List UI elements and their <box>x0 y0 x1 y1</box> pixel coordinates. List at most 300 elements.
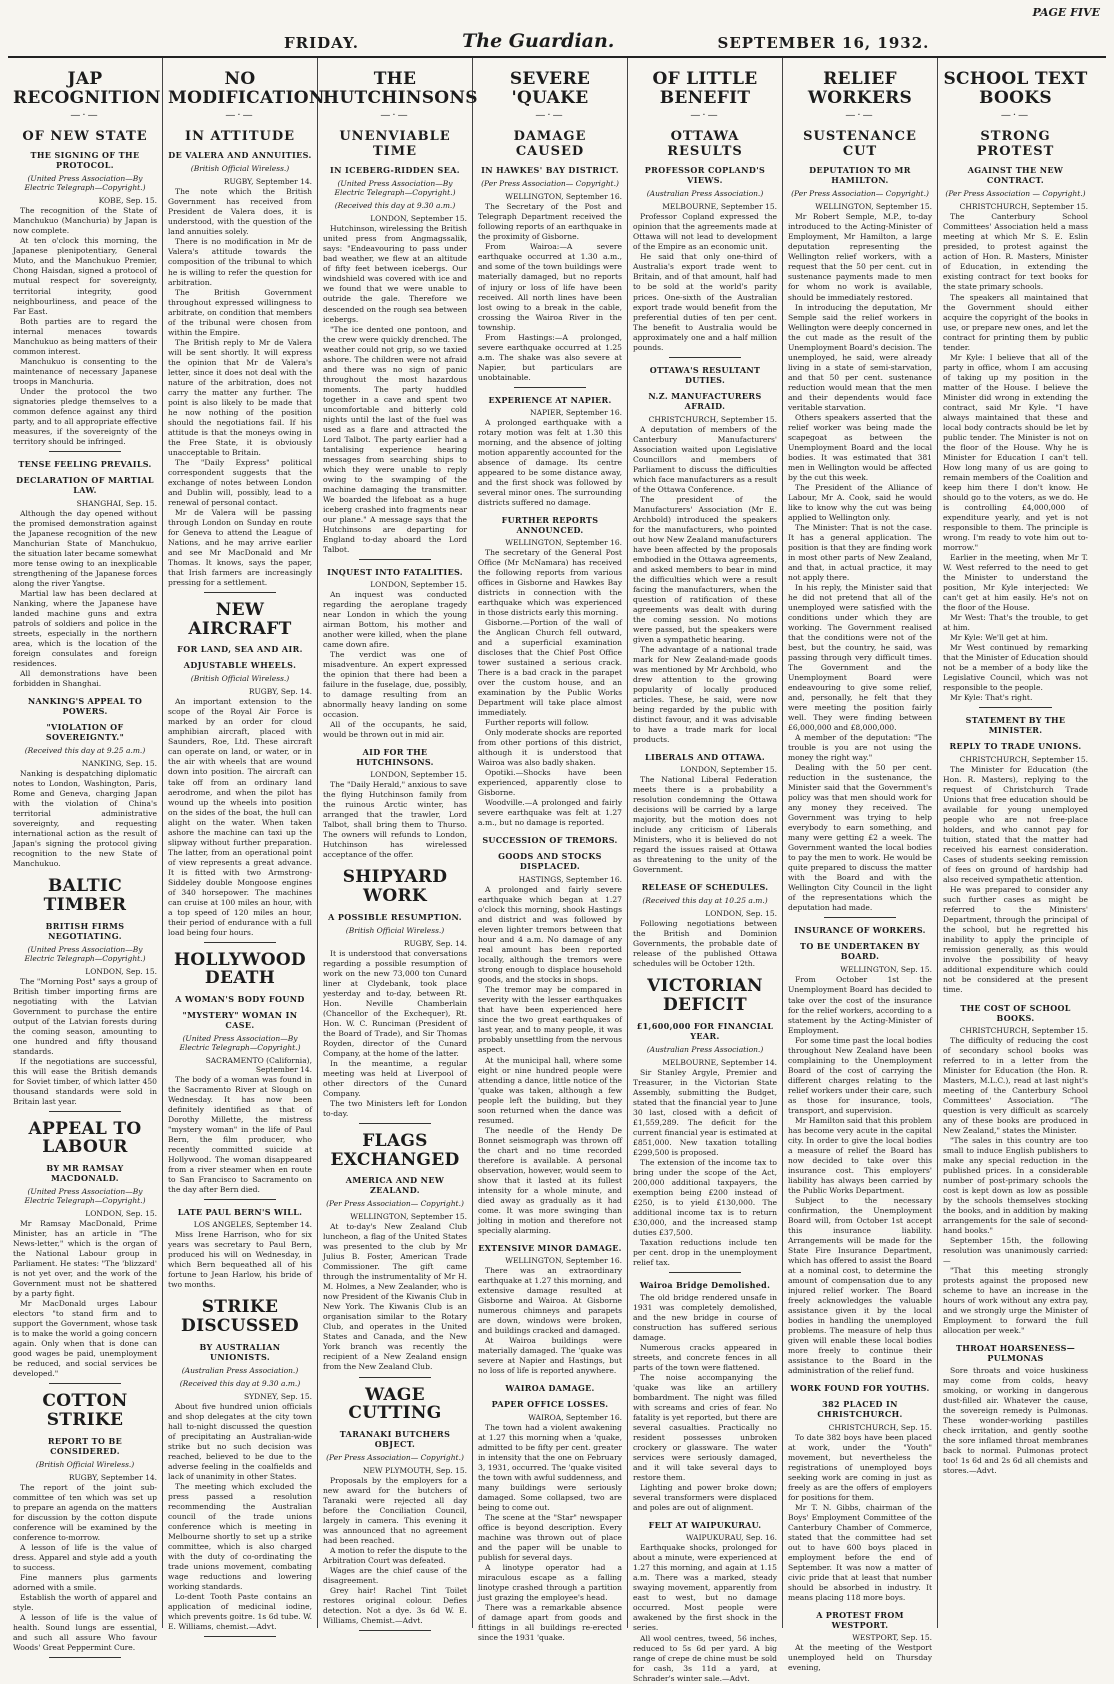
article <box>788 1383 932 1603</box>
dateline: NANKING, Sep. 15. <box>81 759 157 769</box>
paragraph: Both parties are to regard the internal menaces towards Manchukuo as being matters of their common interest. <box>13 316 157 356</box>
wire-credit: (Australian Press Association.) <box>646 1044 764 1054</box>
paragraph: In introducing the deputation, Mr Semple said the relief workers in Wellington were deeply concerned in the cut made as the result of the Unemployment Board's decision. The unemployed, he said, were already living in a state of semi-starvation, and that 50 per cent. sustenance reduction would mean that the men and their dependents would face veritable starvation. <box>788 302 932 412</box>
column-5 <box>628 58 783 1683</box>
paragraph: Opotiki.—Shocks have been experienced, apparently close to Gisborne. <box>478 768 622 798</box>
paragraph: Numerous cracks appeared in streets, and concrete fences in all parts of the town were flattened. <box>633 1343 777 1373</box>
paragraph: The British reply to Mr de Valera will be sent shortly. It will express the opinion that Mr de Valera's letter, since it does not deal with the nature of the arbitration, does not carry the matter any further. The point is also likely to be made that he now nothing of the position should the negotiations fail. If his attitude is that the moneys owing in the Free State, it is obviously unacceptable to Britain. <box>168 337 312 457</box>
article <box>788 70 932 918</box>
subheadline: IN ATTITUDE <box>184 129 296 145</box>
article-divider <box>359 1377 431 1378</box>
article-divider <box>49 451 121 452</box>
article <box>323 747 467 860</box>
section-subheading: FURTHER REPORTS ANNOUNCED. <box>501 514 599 535</box>
article <box>788 1610 932 1673</box>
paragraph: There was an extraordinary earthquake at 1.27 this morning, and extensive damage resulted at Gisborne and Wairoa. At Gisborne numerous chimneys and parapets are down, windows were broken, and buildings cracked and damaged. <box>478 1265 622 1335</box>
paragraph: A prolonged earthquake with a rotary motion was felt at 1.30 this morning, and the absence of jolting motion apparently accounted for the absence of damage. Its centre appeared to be some distance away, and the first shock was followed by several minor ones. The surrounding districts suffered no damage. <box>478 417 622 507</box>
paragraph: Earthquake shocks, prolonged for about a minute, were experienced at 1.27 this morning, and again at 1.15 a.m. There was a marked, steady swaying movement, apparently from east to west, but no damage occurred. Most people were awakened by the first shock in the series. <box>633 1543 777 1633</box>
article <box>13 1120 157 1385</box>
ornament-rule: —·— <box>845 110 875 122</box>
paragraph: The "Daily Express" political correspondent suggests that the exchange of notes between London and Dublin will, possibly, lead to a renewal of personal contact. <box>168 457 312 507</box>
paragraph: "The sales in this country are too small to induce English publishers to make any special reduction in the published prices. In a considerable number of post-primary schools the cost is kept down as low as possible by the schools themselves stocking the books, and in addition by making arrangements for the sale of second-hand books." <box>943 1135 1088 1235</box>
paragraph: Hutchinson, wirelessing the British united press from Angmagssalik, says: "Endeavouring to pass under bad weather, we flew at an altitude of fifty feet between icebergs. Our windshield was covered with ice and we found that we were unable to outride the gale. Therefore we descended on the rough sea between icebergs. <box>323 224 467 324</box>
dateline: RUGBY, Sep. 14. <box>403 938 467 948</box>
wire-credit: (British Official Wireless.) <box>35 1459 135 1469</box>
deck-line-secondary: GOODS AND STOCKS DISPLACED. <box>498 851 602 872</box>
article-divider <box>204 1199 276 1200</box>
dateline: CHRISTCHURCH, September 15. <box>959 1025 1088 1035</box>
paragraph: All of the occupants, he said, would be thrown out in mid air. <box>323 720 467 740</box>
paragraph: The needle of the Hendy De Bonnet seismograph was thrown off the chart and no time recorded therefore is available. A personal observation, however, would seem to show that it lasted at its fullest intensity for a whole minute, and died away as gradually as it had come. It was more swinging than jolting in motion and therefore not specially alarming. <box>478 1125 622 1235</box>
wire-credit: (United Press Association—By Electric Telegraph—Copyright.) <box>24 1187 146 1206</box>
article-divider <box>49 1111 121 1112</box>
paragraph: The speakers all maintained that the Government should either acquire the copyright of the books in use, or prepare new ones, and let the contract for printing them by public tender. <box>943 292 1088 352</box>
headline: FLAGS EXCHANGED <box>330 1130 460 1170</box>
headline: STRIKE DISCUSSED <box>181 1297 299 1337</box>
ornament-rule: —·— <box>1000 110 1031 122</box>
paragraph: He said that only one-third of Australia's export trade went to Britain, and of that amount, half had to be sold at the world's parity prices. One-sixth of the Australian export trade would benefit from the preferential duties of ten per cent. The benefit to Australia would be approximately one and a half million pounds. <box>633 252 777 352</box>
paragraph: All wool centres, tweed, 56 inches, reduced to 5s 6d per yard. A big range of crepe de chine must be sold for cash, 3s 11d a yard, at Schrader's winter sale.—Advt. <box>633 1633 777 1683</box>
paragraph: The body of a woman was found in the Sacramento River at Slough on Wednesday. It has now been definitely identified as that of Dorothy Millette, the mistress "mystery woman" in the life of Paul Bern, the film producer, who recently committed suicide at Hollywood. The woman disappeared from a river steamer when en route to San Francisco to Sacramento on the day after Bern died. <box>168 1075 312 1195</box>
article-divider <box>979 707 1052 708</box>
headline: SEVERE 'QUAKE <box>509 69 591 108</box>
article-divider <box>514 387 586 388</box>
dateline: CHRISTCHURCH, Sep. 15. <box>828 1423 932 1433</box>
deck-line: IN HAWKES' BAY DISTRICT. <box>481 165 619 176</box>
headline: THE HUTCHINSONS <box>323 69 478 108</box>
paragraph: There is no modification in Mr de Valera's attitude towards the composition of the tribunal to which he is willing to refer the question for arbitration. <box>168 237 312 287</box>
paragraph: The recognition of the State of Manchukuo (Manchuria) by Japan is now complete. <box>13 206 157 236</box>
paragraph: Establish the worth of apparel and style. <box>13 1592 157 1612</box>
paragraph: A prolonged and fairly severe earthquake which began at 1.27 o'clock this morning, shook Hastings and district and was followed by eleven lighter tremors between that hour and 4 a.m. No damage of any real amount has been reported locally, although the tremors were strong enough to displace household goods, and the stocks in shops. <box>478 885 622 985</box>
article-divider <box>359 1123 431 1124</box>
paragraph: The secretary of the General Post Office (Mr McNamara) has received the following reports from various offices in Gisborne and Hawkes Bay districts in connection with the earthquake which was experienced in those districts early this morning. <box>478 547 622 617</box>
article-divider <box>359 559 431 560</box>
headline: COTTON STRIKE <box>42 1391 128 1431</box>
article <box>13 1392 157 1658</box>
received-time: (Received this day at 9.25 a.m.) <box>24 746 146 756</box>
paragraph: To date 382 boys have been placed at work, under the "Youth" movement, but nevertheless the registrations of unemployed boys seeking work are coming in just as freely as are the offers of employers for positions for them. <box>788 1433 932 1503</box>
section-subheading: SUCCESSION OF TREMORS. <box>482 835 618 846</box>
section-subheading: LIBERALS AND OTTAWA. <box>645 752 765 763</box>
headline: NEW AIRCRAFT <box>188 600 292 639</box>
dateline: LOS ANGELES, September 14. <box>193 1220 312 1230</box>
section-subheading: RELEASE OF SCHEDULES. <box>641 882 769 893</box>
section-subheading: INSURANCE OF WORKERS. <box>794 925 926 936</box>
dateline: WELLINGTON, September 16. <box>505 537 622 547</box>
paragraph: The town had a violent awakening at 1.27 this morning when a 'quake, admitted to be fifty per cent. greater in intensity that the one on February 3, 1931, occurred. The 'quake visited the town with awful suddenness, and many buildings were seriously damaged. Some collapsed, two are being to come out. <box>478 1422 622 1513</box>
paragraph: From October 1st the Unemployment Board has decided to take over the cost of the insurance for the relief workers, according to a statement by the Acting-Minister of Employment. <box>788 975 932 1035</box>
article <box>633 977 777 1273</box>
paragraph: Mr West continued by remarking that the Minister of Education should not be a member of a body like the Legislative Council, which was not responsible to the people. <box>943 643 1088 693</box>
paragraph: Professor Copland expressed the opinion that the agreements made at Ottawa will not lead to development of the Empire as an economic unit. <box>633 212 777 252</box>
paragraph: The note which the British Government has received from President de Valera does, it is understood, with the question of the land annuities solely. <box>168 187 312 237</box>
paragraph: A deputation of members of the Canterbury Manufacturers' Association waited upon Legislative Councillors and members of Parliament to discuss the difficulties which face manufacturers as a result of the Ottawa Conference. <box>633 424 777 494</box>
received-time: (Received this day at 9.30 a.m.) <box>334 201 456 211</box>
column-7 <box>938 58 1093 1628</box>
paragraph: Mr MacDonald urges Labour electors "to stand firm and to support the Government, whose task is to make the world a going concern again. Only when that is done can good wages be paid, unemployment be reduced, and social services be developed." <box>13 1299 157 1379</box>
article <box>943 1343 1088 1476</box>
paragraph: A motion to refer the dispute to the Arbitration Court was defeated. <box>323 1545 467 1565</box>
paragraph: The Canterbury School Committees' Association held a mass meeting at which Mr S. E. Eslin presided, to protest against the action of Hon. R. Masters, Minister of Education, in extending the existing contract for text books for the state primary schools. <box>943 212 1088 292</box>
dateline: LONDON, September 15. <box>370 770 467 780</box>
wire-credit: (British Official Wireless.) <box>190 164 290 174</box>
wire-credit: (Australian Press Association.) <box>646 189 764 199</box>
article <box>168 951 312 1201</box>
paragraph: The "Daily Herald," anxious to save the flying Hutchinson family from the ruinous Arctic winter, has arranged that the trawler, Lord Talbot, shall bring them to Thurso. The owners will refunds to London, Hutchinson has wirelessed acceptance of the offer. <box>323 780 467 860</box>
section-subheading: THE COST OF SCHOOL BOOKS. <box>960 1002 1071 1023</box>
dateline: LONDON, Sep. 15. <box>85 1209 157 1219</box>
section-subheading: INQUEST INTO FATALITIES. <box>327 566 463 577</box>
article <box>478 395 622 508</box>
paragraph: "That this meeting strongly protests against the proposed new scheme to have an increase in the hours of work without any extra pay, and we strongly urge the Minister of Employment to forward the full allocation per week." <box>943 1265 1088 1335</box>
article <box>478 1383 622 1643</box>
masthead <box>8 0 1106 58</box>
headline: APPEAL TO LABOUR <box>28 1118 142 1158</box>
article <box>943 70 1088 708</box>
dateline: SACRAMENTO (California), September 14. <box>205 1056 312 1075</box>
subheadline: OTTAWA RESULTS <box>667 129 743 160</box>
article <box>943 1003 1088 1336</box>
paragraph: The scene at the "Star" newspaper office is beyond description. Every machine was thrown out of place and the paper will be unable to publish for several days. <box>478 1513 622 1563</box>
article <box>13 877 157 1112</box>
subheadline: UNENVIABLE TIME <box>339 129 451 160</box>
wire-credit: (British Official Wireless.) <box>190 674 290 684</box>
section-subheading: A PROTEST FROM WESTPORT. <box>816 1610 904 1631</box>
paragraph: A linotype operator had a miraculous escape as a falling linotype crashed through a partition just grazing the employee's head. <box>478 1563 622 1603</box>
article <box>13 69 161 452</box>
paragraph: Others speakers asserted that the relief worker was being made the scapegoat as between the Unemployment Board and the local bodies. It was estimated that 381 men in Wellington would be affected by the cut this week. <box>788 412 932 482</box>
dateline: WESTPORT, Sep. 15. <box>852 1633 932 1643</box>
article <box>323 1386 467 1632</box>
paragraph: Mr Hamilton said that this problem has become very acute in the capital city. In order to give the local bodies a measure of relief the Board has now decided to take over this insurance cost. This employers' liability has always been carried by the Public Works Department. <box>788 1115 932 1195</box>
paragraph: Mr West: That's the trouble, to get at him. <box>943 613 1088 633</box>
deck-line-secondary: PAPER OFFICE LOSSES. <box>491 1398 609 1409</box>
paragraph: The extension of the income tax to bring under the scope of the Act, 200,000 additional taxpayers, the exemption being £200 instead of £250, is to yield £130,000. The additional income tax is to return £30,000, and the increased stamp duties £37,500. <box>633 1157 777 1237</box>
article-divider <box>669 357 741 358</box>
wire-credit: (Per Press Association— Copyright.) <box>326 1199 464 1209</box>
paragraph: There was a remarkable absence of damage apart from goods and fittings in all buildings re-erected since the 1931 'quake. <box>478 1603 622 1643</box>
article-divider <box>49 1383 121 1384</box>
deck-line: BY MR RAMSAY MACDONALD. <box>46 1163 124 1184</box>
ornament-rule: —·— <box>380 110 410 122</box>
deck-line: FOR LAND, SEA AND AIR. <box>177 644 303 655</box>
paragraph: The verdict was one of misadventure. An expert expressed the opinion that there had been a failure in the fuselage, due, possibly, to damage resulting from an abnormally heavy landing on some occasion. <box>323 649 467 720</box>
paragraph: Dealing with the 50 per cent. reduction in the sustenance, the Minister said that the Government's policy was that men should work for any money they received. The Government was trying to help everybody to earn something, and many were getting £2 a week. The Government wanted the local bodies to pay the men to work. He would be quite prepared to discuss the matter with the Board and with the Wellington City Council in the light of the representations which the deputation had made. <box>788 763 932 913</box>
paragraph: Fine manners plus garments adorned with a smile. <box>13 1572 157 1592</box>
dateline: KOBE, Sep. 15. <box>98 196 157 206</box>
section-subheading: FELT AT WAIPUKURAU. <box>648 1520 762 1531</box>
paragraph: All demonstrations have been forbidden in Shanghai. <box>13 669 157 689</box>
paragraph: Only moderate shocks are reported from other portions of this district, although it is understood that Wairoa was also badly shaken. <box>478 728 622 768</box>
paragraph: The Minister: That is not the case. It has a general application. The position is that they are finding work in most other parts of New Zealand, and that, in actual practice, it may not apply there. <box>788 522 932 582</box>
paragraph: At the municipal hall, where some eight or nine hundred people were attending a dance, little notice of the 'quake was taken, although a few people left the building, but they soon returned when the dance was resumed. <box>478 1055 622 1125</box>
headline: RELIEF WORKERS <box>807 69 913 108</box>
deck-line: BY AUSTRALIAN UNIONISTS. <box>199 1341 281 1362</box>
article <box>478 515 622 828</box>
dateline: WELLINGTON, September 16. <box>505 1255 622 1265</box>
article <box>168 69 325 593</box>
paragraph: In the meantime, a regular meeting was held at Liverpool of other directors of the Cunard Company. <box>323 1058 467 1098</box>
dateline: LONDON, September 15. <box>370 579 467 589</box>
dateline: WELLINGTON, Sep. 15. <box>840 965 932 975</box>
paragraph: A lesson of life is the value of dress. Apparel and style add a youth to success. <box>13 1542 157 1572</box>
paragraph: Following negotiations between the British and Dominion Governments, the probable date of release of the published Ottawa schedules will be October 12th. <box>633 919 777 969</box>
deck-line: BRITISH FIRMS NEGOTIATING. <box>45 920 125 941</box>
paragraph: Sir Stanley Argyle, Premier and Treasurer, in the Victorian State Assembly, submitting the Budget, stated that the financial year to June 30 last, closed with a deficit of £1,559,289. The deficit for the current financial year is estimated at £851,000. New taxation totalling £299,500 is proposed. <box>633 1067 777 1157</box>
deck-line: DEPUTATION TO MR HAMILTON. <box>809 165 911 186</box>
masthead-paper-name: The Guardian. <box>462 30 615 52</box>
paragraph: A member of the deputation: "The trouble is you are not using the money the right way." <box>788 733 932 763</box>
paragraph: Wages are the chief cause of the disagreement. <box>323 1566 467 1586</box>
dateline: SYDNEY, Sep. 15. <box>244 1391 312 1401</box>
paragraph: The Minister for Education (the Hon. R. Masters), replying to the request of Christchurch Trade Unions that free education should be available for young unemployed people who are not free-place holders, and who cannot pay for tuition, stated that the matter had received his earnest consideration. Cases of students seeking remission of fees on ground of hardship had also received sympathetic attention. <box>943 765 1088 885</box>
paragraph: The tremor may be compared in severity with the lesser earthquakes that have been experienced here since the two great earthquakes of last year, and to many people, it was probably unsettling from the nervous aspect. <box>478 985 622 1055</box>
paragraph: Mr Ramsay MacDonald, Prime Minister, has an article in "The News-letter," which is the organ of the National Labour group in Parliament. He states: "The 'blizzard' is not yet over, and the work of the Government must not be shattered by a party fight. <box>13 1219 157 1299</box>
deck-line: PROFESSOR COPLAND'S VIEWS. <box>644 165 766 186</box>
dateline: WELLINGTON, September 15. <box>350 1212 467 1222</box>
paragraph: If the negotiations are successful, this will ease the British demands for Soviet timber, of which latter 450 thousand standards were sold in Britain last year. <box>13 1056 157 1106</box>
deck-line-secondary: ADJUSTABLE WHEELS. <box>183 660 297 671</box>
dateline: LONDON, Sep. 15. <box>85 966 157 976</box>
paragraph: The President of the Alliance of Labour, Mr A. Cook, said he would like to know why the cut was being applied to Wellington only. <box>788 482 932 522</box>
paragraph: Taxation reductions include ten per cent. drop in the unemployment relief tax. <box>633 1237 777 1267</box>
article-divider <box>204 942 276 943</box>
article <box>323 1132 467 1378</box>
dateline: CHRISTCHURCH, September 15. <box>648 414 777 424</box>
dateline: CHRISTCHURCH, September 15. <box>959 755 1088 765</box>
deck-line-secondary: "VIOLATION OF SOVEREIGNTY." <box>45 722 125 743</box>
deck-line: A POSSIBLE RESUMPTION. <box>328 911 462 922</box>
section-subheading: EXTENSIVE MINOR DAMAGE. <box>478 1242 622 1253</box>
paragraph: Miss Irene Harrison, who for six years was secretary to Paul Bern, produced his will on Wednesday, in which Bern bequeathed all of his fortune to Jean Harlow, his bride of two months. <box>168 1230 312 1290</box>
paragraph: September 15th, the following resolution was unanimously carried:— <box>943 1235 1088 1265</box>
article <box>633 752 777 875</box>
paragraph: It is understood that conversations regarding a possible resumption of work on the new 73,000 ton Cunard liner at Clydebank, took place yesterday and to-day, between Rt. Hon. Neville Chamberlain (Chancellor of the Exchequer), Rt. Hon. W. C. Runciman (President of the Board of Trade), and Sir Thomas Royden, director of the Cunard Company, at the home of the latter. <box>323 948 467 1058</box>
article <box>323 69 478 560</box>
paragraph: The noise accompanying the 'quake was like an artillery bombardment. The night was filled with screams and cries of fear. No fatality is yet reported, but there are several casualties. Practically no resident possesses unbroken crockery or glassware. The water services were seriously damaged, and it will take several days to restore them. <box>633 1373 777 1483</box>
wire-credit: (United Press Association—By Electric Telegraph—Copyright.) <box>334 179 456 198</box>
ornament-rule: —·— <box>535 110 565 122</box>
headline: OF LITTLE BENEFIT <box>652 69 758 108</box>
deck-line: AGAINST THE NEW CONTRACT. <box>967 165 1064 186</box>
paragraph: The National Liberal Federation meets there is a probability a resolution condemning the Ottawa decisions will be carried by a large majority, but the motion does not include any criticism of Liberals Ministers, who it is believed do not regard the issues raised at Ottawa as threatening to the unity of the Government. <box>633 775 777 875</box>
paragraph: From Hastings:—A prolonged, severe earthquake occurred at 1.25 a.m. The shake was also severe at Napier, but particulars are unobtainable. <box>478 332 622 382</box>
section-subheading: AID FOR THE HUTCHINSONS. <box>356 747 434 768</box>
headline: WAGE CUTTING <box>348 1384 442 1424</box>
deck-line-secondary: DECLARATION OF MARTIAL LAW. <box>16 474 154 495</box>
deck-line: REPORT TO BE CONSIDERED. <box>47 1435 123 1456</box>
article <box>478 70 622 388</box>
wire-credit: (United Press Association—By Electric Telegraph—Copyright.) <box>24 174 146 193</box>
paragraph: Gisborne.—Portion of the wall of the Anglican Church fell outward, and a superficial examination discloses that the Chief Post Office tower sustained a serious crack. There is a bad crack in the parapet over the custom house, and an examination by the Public Works Department will take place almost immediately. <box>478 617 622 718</box>
article <box>633 365 777 746</box>
article-divider <box>204 1636 276 1637</box>
dateline: HASTINGS, September 16. <box>518 875 622 885</box>
paragraph: Although the day opened without the promised demonstration against the Japanese recognition of the new Manchurian State of Manchukuo, the situation later became somewhat more tense owing to an inexplicable strengthening of the Japanese forces along the river Yangtse. <box>13 508 157 588</box>
section-subheading: TENSE FEELING PREVAILS. <box>18 458 152 469</box>
article-divider <box>359 1630 431 1631</box>
column-2 <box>163 58 325 1632</box>
deck-line: £1,600,000 FOR FINANCIAL YEAR. <box>636 1020 774 1041</box>
headline: NO MODIFICATION <box>168 69 325 108</box>
paragraph: Sore throats and voice huskiness may come from colds, heavy smoking, or working in dangerous dust-filled air. Whatever the cause, the sovereign remedy is Pulmonas. These wonder-working pastilles check irritation, and gently soothe the sore inflamed throat membranes back to normal. Pulmonas protect too! 1s 6d and 2s 6d all chemists and stores.—Advt. <box>943 1365 1088 1476</box>
paragraph: Mr Robert Semple, M.P., to-day introduced to the Acting-Minister of Employment, Mr Hamilton, a large deputation representing the Wellington relief workers, with a request that the 50 per cent. cut in sustenance payments made to men for whom no work is available, should be immediately restored. <box>788 212 932 302</box>
masthead-day: FRIDAY. <box>284 34 360 52</box>
dateline: RUGBY, September 14. <box>223 177 312 187</box>
paragraph: He was prepared to consider any such further cases as might be referred to the Ministers' Department, through the principal of the school, but he regretted his inability to apply the principle of remission generally, as this would involve the possibility of heavy additional expenditure which could not be considered at the present time. <box>943 885 1088 995</box>
section-subheading: NANKING'S APPEAL TO POWERS. <box>27 696 143 717</box>
paragraph: Lo-dent Tooth Paste contains an application of medicinal iodine, which prevents goitre. 1s 6d tube. W. E. Williams, chemist.—Advt. <box>168 1592 312 1632</box>
article <box>168 601 312 943</box>
paragraph: Grey hair! Rachel Tint Toilet restores original colour. Defies detection. Not a dye. 3s 6d W. E. Williams, Chemist.—Advt. <box>323 1586 467 1626</box>
ornament-rule: —·— <box>690 110 720 122</box>
deck-line-secondary: REPLY TO TRADE UNIONS. <box>949 741 1082 752</box>
paragraph: The president of the Manufacturers' Association (Mr E. Archbold) introduced the speakers for the manufacturers, who pointed out how New Zealand manufacturers have been affected by the proposals embodied in the Ottawa agreements, and asked members to bear in mind the difficulties which were a result facing the manufacturers, when the question of ratification of these agreements was dealt with during the coming session. No motions were passed, but the speakers were given a sympathetic hearing. <box>633 494 777 644</box>
paragraph: A lesson of life is the value of health. Sound lungs are essential, and such all assure Who favour Woods' Great Peppermint Cure. <box>13 1612 157 1653</box>
paragraph: An important extension to the scope of the Royal Air Force is marked by an order for cloud amphibian aircraft, placed with Saunders, Roe, Ltd. These aircraft can operate on land, or water, or in the air with wheels that are wound down into position. The aircraft can take off from an ordinary land aerodrome, and when the pilot has wound up the wheels into position on the sides of the boat, the hull can alight on the water. When taken ashore the machine can taxi up the slipway without further preparation. The latter, from an operational point of view represents a great advance. It is fitted with two Armstrong-Siddeley double Mongoose engines of 340 horsepower. The machines can cruise at 100 miles an hour, with a top speed of 120 miles an hour, their period of endurance with a full load being four hours. <box>168 697 312 937</box>
deck-line-secondary: N.Z. MANUFACTURERS AFRAID. <box>648 390 762 411</box>
deck-line-secondary: 382 PLACED IN CHRISTCHURCH. <box>817 1399 903 1420</box>
dateline: NAPIER, September 16. <box>530 407 622 417</box>
ornament-rule: —·— <box>70 110 100 122</box>
dateline: LONDON, Sep. 15. <box>705 909 777 919</box>
dateline: WAIROA, September 16. <box>528 1412 622 1422</box>
headline: BALTIC TIMBER <box>43 876 127 915</box>
article <box>633 1280 777 1513</box>
paragraph: Martial law has been declared at Nanking, where the Japanese have landed machine guns and extra patrols of soldiers and police in the streets, especially in the northern area, which is the location of the foreign consulates and foreign residences. <box>13 588 157 668</box>
section-subheading: WORK FOUND FOR YOUTHS. <box>790 1383 930 1394</box>
section-subheading: THROAT HOARSENESS—PULMONAS <box>955 1342 1076 1363</box>
article-divider <box>669 1272 741 1273</box>
deck-line: A WOMAN'S BODY FOUND <box>175 994 305 1005</box>
paragraph: At to-day's New Zealand Club luncheon, a flag of the United States was presented to the club by Mr Julius B. Foster, American Trade Commissioner. The gift came through the instrumentality of Mr H. M. Holmes, a New Zealander, who is now President of the Kiwanis Club in New York. The Kiwanis Club is an organisation similar to the Rotary Club, and operates in the United States and Canada, and the New York branch was recently the recipient of a New Zealand ensign from the New Zealand Club. <box>323 1222 467 1372</box>
article-divider <box>204 592 276 593</box>
subheadline: STRONG PROTEST <box>976 129 1055 160</box>
dateline: WELLINGTON, September 16. <box>505 192 622 202</box>
paragraph: In his reply, the Minister said that he did not pretend that all of the unemployed were satisfied with the conditions under which they are working. The Government realised that the conditions were not of the best, but the country, he said, was passing through very difficult times. The Government and the Unemployment Board were endeavouring to give some relief, and, personally, he felt that they were meeting the position fairly well. They were finding between £6,000,000 and £8,000,000. <box>788 582 932 733</box>
section-subheading: LATE PAUL BERN'S WILL. <box>177 1207 303 1218</box>
paragraph: Proposals by the employers for a new award for the butchers of Taranaki were rejected all day before the Conciliation Council, largely in camera. This evening it was announced that no agreement had been reached. <box>323 1475 467 1545</box>
paragraph: Mr Kyle: We'll get at him. <box>950 633 1048 643</box>
wire-credit: (United Press Association—By Electric Telegraph—Copyright.) <box>179 1034 301 1053</box>
section-subheading: WAIROA DAMAGE. <box>505 1382 595 1393</box>
paragraph: From Wairoa:—A severe earthquake occurred at 1.30 a.m., and some of the town buildings were materially damaged, but no reports of injury or loss of life have been received. All north lines have been lost owing to a break in the cable, crossing the Wairoa River in the township. <box>478 242 622 332</box>
article <box>168 1298 312 1637</box>
masthead-page-number: PAGE FIVE <box>1032 6 1100 19</box>
article <box>323 868 467 1124</box>
paragraph: Under the protocol the two signatories pledge themselves to a common defence against any third party, and to all appropriate effective measures, if the sovereignty of the territory should be infringed. <box>13 386 157 446</box>
deck-line: THE SIGNING OF THE PROTOCOL. <box>30 150 140 171</box>
deck-line: IN ICEBERG-RIDDEN SEA. <box>330 165 460 176</box>
dateline: SHANGHAI, Sep. 15. <box>76 498 157 508</box>
article <box>478 1243 622 1376</box>
paragraph: An inquest was conducted regarding the aeroplane tragedy near London in which the young airman Bottom, his mother and another were killed, when the plane came down afire. <box>323 589 467 649</box>
article <box>633 1520 777 1683</box>
masthead-date: SEPTEMBER 16, 1932. <box>717 34 930 52</box>
dateline: LONDON, September 15. <box>680 765 777 775</box>
section-subheading: OTTAWA'S RESULTANT DUTIES. <box>649 364 761 385</box>
deck-line: DE VALERA AND ANNUITIES. <box>168 150 312 161</box>
columns-container <box>8 58 1106 1683</box>
dateline: CHRISTCHURCH, September 15. <box>959 202 1088 212</box>
deck-line: TARANAKI BUTCHERS OBJECT. <box>339 1428 451 1449</box>
wire-credit: (Australian Press Association.) <box>181 1365 299 1375</box>
dateline: NEW PLYMOUTH, Sep. 15. <box>362 1465 467 1475</box>
paragraph: About five hundred union officials and shop delegates at the city town hall to-night discussed the question of precipitating an Australian-wide strike but no such decision was reached, believed to be due to the adverse feeling in the coalfields and lack of unanimity in other States. <box>168 1401 312 1481</box>
paragraph: The Secretary of the Post and Telegraph Department received the following reports of an earthquake in the proximity of Gisborne. <box>478 202 622 242</box>
paragraph: Further reports will follow. <box>485 718 589 728</box>
article <box>168 1207 312 1290</box>
subheadline: SUSTENANCE CUT <box>803 129 917 160</box>
paragraph: The two Ministers left for London to-day. <box>323 1098 467 1118</box>
paragraph: Nanking is despatching diplomatic notes to London, Washington, Paris, Rome and Geneva, charging Japan with the violation of China's territorial administrative sovereignty, and requesting international action as the result of Japan's signing the protocol giving recognition to the new State of Manchukuo. <box>13 769 157 869</box>
article-divider <box>49 1657 121 1658</box>
dateline: WAIPUKURAU, Sep. 16. <box>685 1533 777 1543</box>
subheadline: OF NEW STATE <box>22 129 148 145</box>
paragraph: Manchukuo is consenting to the maintenance of necessary Japanese troops in Manchuria. <box>13 356 157 386</box>
paragraph: At the meeting of the Westport unemployed held on Thursday evening, <box>788 1643 932 1673</box>
headline: SHIPYARD WORK <box>342 867 448 906</box>
paragraph: The old bridge rendered unsafe in 1931 was completely demolished, and the new bridge in course of construction has suffered serious damage. <box>633 1293 777 1343</box>
section-subheading: Wairoa Bridge Demolished. <box>639 1280 771 1291</box>
article <box>478 835 622 1236</box>
article <box>633 70 777 358</box>
paragraph: Mr Kyle: I believe that all of the party in office, whom I am accusing of taking up my position in the matter of the House. I believe the Minister did wrong in extending the contract, said Mr Kyle. "I have always maintained that these and local body contracts should be let by public tender. The Minister is not on the floor of the House. Why he is Minister for Education I can't tell. How long many of us are going to remain members of the Coalition and keep him there I don't know. He should go to the voters, as we do. He is controlling £4,000,000 of expenditure yearly, and yet is not responsible to them. The principle is wrong. I'm ready to vote him out to-morrow." <box>943 352 1088 552</box>
column-1 <box>8 58 163 1653</box>
column-4 <box>473 58 628 1643</box>
paragraph: Subject to the necessary confirmation, the Unemployment Board will, from October 1st accept this insurance liability. Arrangements will be made for the State Fire Insurance Department, which has offered to assist the Board at a nominal cost, to determine the amount of compensation due to any injured relief worker. The Board freely acknowledges the valuable assistance given it by the local bodies in handling the unemployed problems. The measure of help thus given will enable these local bodies more freely to continue their assistance to the Board in the administration of the relief fund. <box>788 1195 932 1376</box>
headline: HOLLYWOOD DEATH <box>174 949 306 989</box>
deck-line-secondary: TO BE UNDERTAKEN BY BOARD. <box>800 941 920 962</box>
section-subheading: EXPERIENCE AT NAPIER. <box>488 394 612 405</box>
paragraph: Lighting and power broke down; several transformers were displaced and poles are out of alignment. <box>633 1483 777 1513</box>
section-subheading: STATEMENT BY THE MINISTER. <box>965 715 1066 736</box>
headline: JAP RECOGNITION <box>13 69 161 108</box>
paragraph: "The ice dented one pontoon, and the crew were quickly drenched. The weather could not grip, so we taxied ashore. The children were not afraid and there was no sign of panic throughout the most hazardous moments. The party huddled together in a cave and spent two uncomfortable and bitterly cold nights until the last of the fuel was used as a flare and attracted the Lord Talbot. The party earlier had a tantalising experience hearing messages from searching ships to which they were unable to reply owing to the swamping of the machine damaging the transmitter. We boarded the lifeboat as a huge iceberg crashed into fragments near our plane." A message says that the Hutchinsons are departing for England to-day aboard the Lord Talbot. <box>323 324 467 554</box>
headline: VICTORIAN DEFICIT <box>647 976 763 1016</box>
paragraph: The "Morning Post" says a group of British timber importing firms are negotiating with the Latvian Government to purchase the entire output of the Latvian forests during the coming season, amounting to one hundred and fifty thousand standards. <box>13 976 157 1056</box>
paragraph: The British Government throughout expressed willingness to arbitrate, on condition that members of the tribunal were chosen from within the Empire. <box>168 287 312 337</box>
article <box>13 459 157 689</box>
column-6 <box>783 58 938 1673</box>
article <box>13 696 157 869</box>
paragraph: Mr Kyle: That's right. <box>950 693 1033 703</box>
received-time: (Received this day at 10.25 a.m.) <box>642 896 768 906</box>
wire-credit: (Per Press Association — Copyright.) <box>945 189 1086 199</box>
dateline: LONDON, September 15. <box>370 214 467 224</box>
article <box>943 715 1088 995</box>
paragraph: The advantage of a national trade mark for New Zealand-made goods was mentioned by Mr Archbold, who drew attention to the growing popularity of locally produced articles. These, he said, were now being regarded by the public with distinct favour, and it was advisable to have a trade mark for local products. <box>633 644 777 745</box>
dateline: RUGBY, September 14. <box>68 1472 157 1482</box>
wire-credit: (Per Press Association— Copyright.) <box>481 179 619 189</box>
ornament-rule: —·— <box>225 110 255 122</box>
wire-credit: (Per Press Association— Copyright.) <box>791 189 929 199</box>
paragraph: The meeting which excluded the press passed a resolution recommending the Australian council of the trade unions conference which is meeting in Melbourne shortly to set up a strike committee, which is also charged with the duty of co-ordinating the trade unions movement, combating wage reductions and lowering working standards. <box>168 1481 312 1592</box>
dateline: MELBOURNE, September 14. <box>662 1057 777 1067</box>
wire-credit: (United Press Association—By Electric Telegraph—Copyright.) <box>24 944 146 963</box>
column-3 <box>318 58 478 1628</box>
article <box>633 882 777 969</box>
dateline: WELLINGTON, September 15. <box>815 202 932 212</box>
paragraph: At ten o'clock this morning, the Japanese plenipotentiary, General Muto, and the Manchukuo Premier, Chong Haisdan, signed a protocol of mutual respect for sovereignty, territorial integrity, good neighbourliness, and peace of the Far East. <box>13 236 157 316</box>
paragraph: Mr de Valera will be passing through London on Sunday en route for Geneva to attend the League of Nations, and he may arrive earlier and see Mr MacDonald and Mr Thomas. It knows, says the paper, that Irish farmers are increasingly pressing for a settlement. <box>168 507 312 587</box>
received-time: (Received this day at 9.30 a.m.) <box>179 1378 301 1388</box>
paragraph: Earlier in the meeting, when Mr T. W. West referred to the need to get the Minister to understand the position, Mr Kyle interjected: We can't get at him easily. He's not on the floor of the House. <box>943 552 1088 612</box>
article-divider <box>824 917 896 918</box>
article <box>788 925 932 1376</box>
dateline: MELBOURNE, September 15. <box>662 202 777 212</box>
